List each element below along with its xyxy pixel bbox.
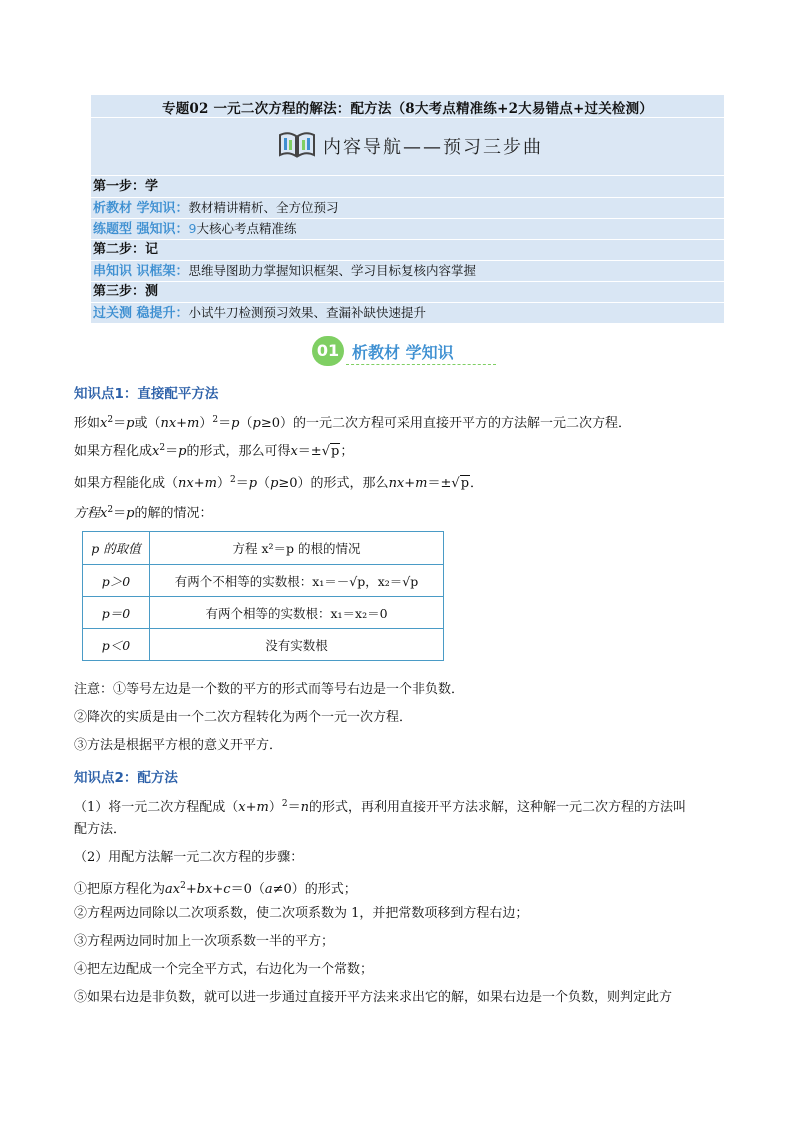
table-row	[83, 597, 444, 629]
table-cell: 没有实数根	[150, 629, 444, 661]
doc-title: 专题02 一元二次方程的解法：配方法（8大考点精准练+2大易错点+过关检测）	[162, 101, 653, 117]
kp2-step-4: ④把左边配成一个完全平方式，右边化为一个常数；	[74, 962, 374, 977]
kp1-line-4: 方程$x^2=p$的解的情况：	[74, 505, 213, 521]
note-1: 注意：①等号左边是一个数的平方的形式而等号右边是一个非负数．	[74, 682, 465, 697]
step-3-item-1: 过关测 稳提升：小试牛刀检测预习效果、查漏补缺快速提升	[93, 305, 427, 321]
step-2-heading: 第二步：记	[93, 242, 159, 257]
sqrt-p: √p	[451, 476, 470, 491]
divider	[91, 239, 724, 240]
section-badge	[312, 334, 492, 368]
kp1-line-1: 形如$x^2=p$或$(nx+m)^2=p(p\ge 0)$的一元二次方程可采用直接开平方的方法解一元二次方程．	[74, 415, 631, 431]
kp2-step-3: ③方程两边同时加上一次项系数一半的平方；	[74, 934, 335, 949]
kp2-para-1: （1）将一元二次方程配成$(x+m)^2=n$的形式，再利用直接开平方法求解，这种解一元二次方程的方法叫	[74, 799, 686, 815]
kp2-para-2: （2）用配方法解一元二次方程的步骤：	[74, 850, 304, 865]
kp2-step-2: ②方程两边同除以二次项系数，使二次项系数为 1，并把常数项移到方程右边；	[74, 906, 529, 921]
note-3: ③方法是根据平方根的意义开平方．	[74, 738, 283, 753]
kp2-title: 知识点2：配方法	[74, 770, 178, 786]
section-number: 01	[312, 336, 344, 366]
kp1-title: 知识点1：直接配平方法	[74, 386, 219, 402]
step-3-heading: 第三步：测	[93, 284, 159, 299]
divider	[91, 175, 724, 176]
divider	[91, 117, 724, 118]
header-banner	[91, 95, 724, 323]
kp2-step-1: ①把原方程化为$ax^2+bx+c=0(a\ne 0)$的形式；	[74, 881, 357, 897]
nav-header	[91, 119, 724, 173]
kp2-step-5: ⑤如果右边是非负数，就可以进一步通过直接开平方法来求出它的解，如果右边是一个负数，则判定此方	[74, 990, 673, 1005]
note-2: ②降次的实质是由一个二次方程转化为两个一元一次方程．	[74, 710, 413, 725]
nav-title: 内容导航——预习三步曲	[323, 137, 543, 158]
roots-table	[82, 531, 444, 661]
kp2-para-1-cont: 配方法．	[74, 822, 127, 837]
step-1-item-2: 练题型 强知识：9大核心考点精准练	[93, 221, 297, 237]
step-1-item-1: 析教材 学知识：教材精讲精析、全方位预习	[93, 200, 339, 216]
table-cell: 有两个相等的实数根：x₁＝x₂＝0	[150, 597, 444, 629]
sqrt-p: √p	[321, 444, 340, 459]
kp1-line-2: 如果方程化成$x^2=p$的形式，那么可得x＝±√p；	[74, 438, 353, 462]
section-title: 析教材 学知识	[352, 343, 454, 362]
divider	[91, 281, 724, 282]
step-1-heading: 第一步：学	[93, 179, 159, 194]
table-header-cell: 方程 x²＝p 的根的情况	[150, 532, 444, 565]
step-2-item-1: 串知识 识框架：思维导图助力掌握知识框架、学习目标复核内容掌握	[93, 263, 477, 279]
table-header-cell: p 的取值	[83, 532, 150, 565]
section-underline	[346, 364, 496, 365]
kp1-line-3: 如果方程能化成$(nx+m)^2=p(p\ge 0)$的形式，那么nx+m＝±√p．	[74, 470, 483, 494]
table-cell: 有两个不相等的实数根：x₁＝－√p，x₂＝√p	[150, 565, 444, 597]
table-cell: p＞0	[83, 565, 150, 597]
table-cell: p＝0	[83, 597, 150, 629]
table-header-row	[83, 532, 444, 565]
table-row	[83, 565, 444, 597]
book-icon	[277, 129, 317, 159]
table-cell: p＜0	[83, 629, 150, 661]
table-row	[83, 629, 444, 661]
